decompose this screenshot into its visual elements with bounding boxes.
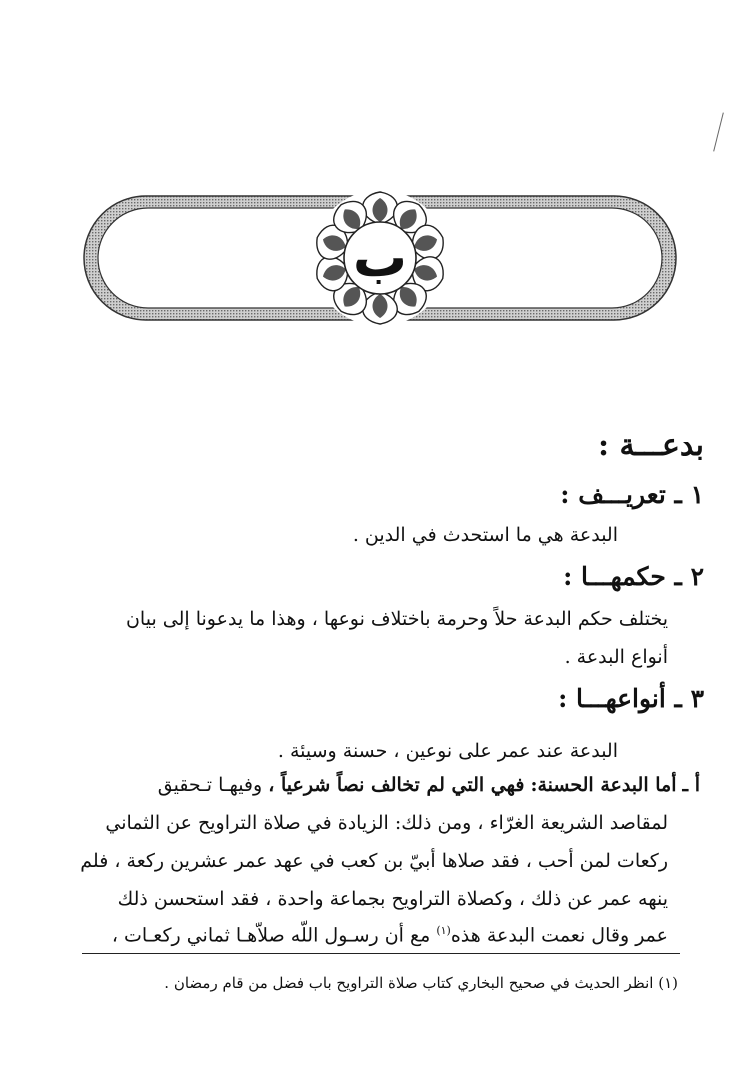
section-2-line-1: يختلف حكم البدعة حلاً وحرمة باختلاف نوعها ، وهذا ما يدعونا إلى بيان: [125, 608, 668, 630]
section-1-title: ١ ـ تعريـــف :: [560, 480, 704, 509]
item-a-line-5-end: مع أن رسـول اللّه صلاّهـا ثماني ركعـات ،: [111, 924, 437, 947]
item-a-marker: أ ـ: [682, 774, 700, 796]
footnote-divider: [82, 953, 680, 954]
item-a-line-5: [80, 912, 668, 954]
item-a-line-1-rest: وفيهـا تـحقيق: [157, 774, 263, 796]
chapter-letter: ب: [352, 226, 408, 289]
chapter-banner: [80, 178, 680, 338]
item-a-line-4: ينهه عمر عن ذلك ، وكصلاة التراويح بجماعة واحدة ، فقد استحسن ذلك: [117, 888, 668, 910]
item-a-line-2: لمقاصد الشريعة الغرّاء ، ومن ذلك: الزيادة في صلاة التراويح عن الثماني: [105, 812, 668, 834]
scan-mark: [713, 112, 724, 151]
item-a-lead-2: فهي التي لم تخالف نصاً شرعياً ،: [268, 774, 525, 796]
section-3-title: ٣ ـ أنواعهـــا :: [558, 684, 704, 713]
section-1-text: البدعة هي ما استحدث في الدين .: [352, 524, 618, 546]
item-a-line-1: [80, 766, 700, 804]
main-heading: بدعـــة :: [598, 428, 704, 463]
footnote-text: (١) انظر الحديث في صحيح البخاري كتاب صلاة التراويح باب فضل من قام رمضان .: [164, 974, 678, 992]
section-2-line-2: أنواع البدعة .: [564, 646, 668, 668]
section-3-text: البدعة عند عمر على نوعين ، حسنة وسيئة .: [277, 740, 618, 762]
item-a-line-5-start: عمر وقال نعمت البدعة هذه: [450, 924, 668, 947]
item-a-lead: أما البدعة الحسنة:: [530, 774, 677, 796]
footnote-ref[interactable]: (١): [436, 924, 451, 937]
section-2-title: ٢ ـ حكمهـــا :: [563, 562, 704, 591]
item-a-line-3: ركعات لمن أحب ، فقد صلاها أبيّ بن كعب في عهد عمر عشرين ركعة ، فلم: [80, 850, 668, 872]
